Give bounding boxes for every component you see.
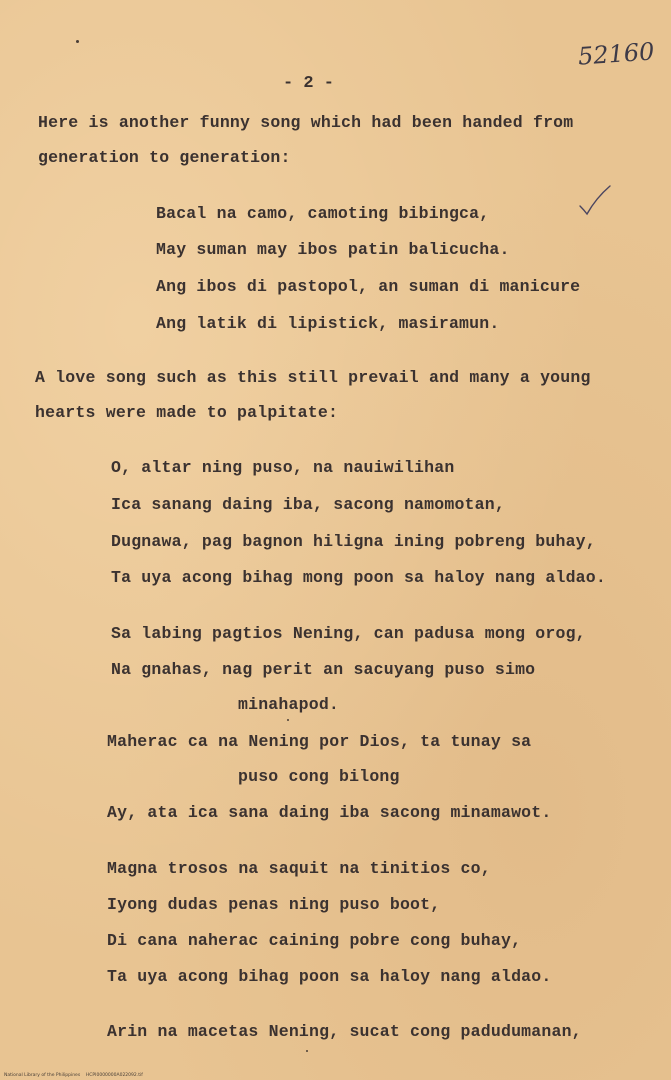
- song1-line-3: Ang ibos di pastopol, an suman di manicure: [156, 277, 581, 296]
- reference-number: 52160: [577, 37, 656, 71]
- song1-line-4: Ang latik di lipistick, masiramun.: [156, 314, 500, 333]
- stanza4-line-1: Arin na macetas Nening, sucat cong padudumanan,: [107, 1022, 582, 1041]
- scan-footer: National Library of the Philippines HCPI0000000A022092.tif: [4, 1073, 143, 1078]
- stanza1-line-1: O, altar ning puso, na nauiwilihan: [111, 458, 455, 477]
- stanza2-line-4: Maherac ca na Nening por Dios, ta tunay sa: [107, 732, 532, 751]
- stanza2-line-6: Ay, ata ica sana daing iba sacong minamawot.: [107, 803, 552, 822]
- stanza3-line-4: Ta uya acong bihag poon sa haloy nang aldao.: [107, 967, 552, 986]
- stanza1-line-4: Ta uya acong bihag mong poon sa haloy nang aldao.: [111, 568, 606, 587]
- song1-line-1: Bacal na camo, camoting bibingca,: [156, 204, 490, 223]
- stanza1-line-3: Dugnawa, pag bagnon hiligna ining pobreng buhay,: [111, 532, 596, 551]
- stanza2-line-5: puso cong bilong: [238, 767, 400, 786]
- song1-line-2: May suman may ibos patin balicucha.: [156, 240, 510, 259]
- stanza2-line-2: Na gnahas, nag perit an sacuyang puso simo: [111, 660, 536, 679]
- ink-speck: [287, 719, 289, 721]
- ink-speck: [76, 40, 79, 43]
- ink-speck: [306, 1050, 308, 1052]
- stanza3-line-1: Magna trosos na saquit na tinitios co,: [107, 859, 491, 878]
- stanza2-line-1: Sa labing pagtios Nening, can padusa mong orog,: [111, 624, 586, 643]
- stanza3-line-3: Di cana naherac caining pobre cong buhay,: [107, 931, 522, 950]
- page-number: - 2 -: [283, 74, 335, 93]
- stanza2-line-3: minahapod.: [238, 695, 340, 714]
- checkmark-icon: [578, 184, 612, 218]
- love-intro-line-1: A love song such as this still prevail and many a young: [35, 368, 591, 387]
- love-intro-line-2: hearts were made to palpitate:: [35, 403, 339, 422]
- intro-line-1: Here is another funny song which had been handed from: [38, 113, 574, 132]
- intro-line-2: generation to generation:: [38, 148, 291, 167]
- stanza1-line-2: Ica sanang daing iba, sacong namomotan,: [111, 495, 505, 514]
- stanza3-line-2: Iyong dudas penas ning puso boot,: [107, 895, 441, 914]
